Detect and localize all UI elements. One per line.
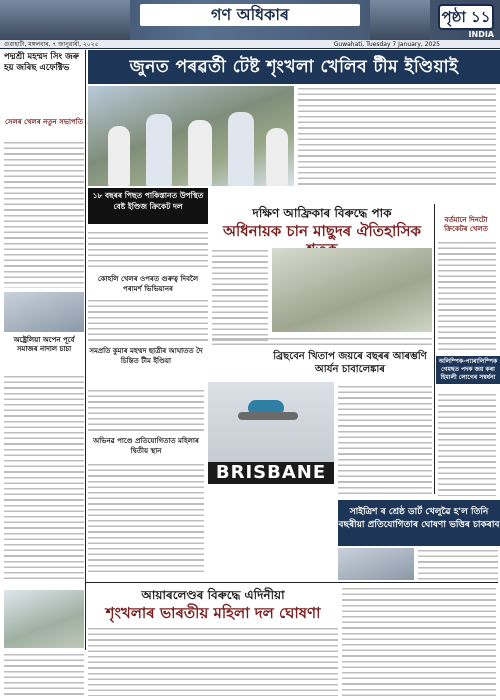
player-figure — [146, 114, 172, 186]
left-article-text-2 — [4, 374, 84, 580]
darts-article-text — [418, 548, 498, 580]
brisbane-photo — [208, 382, 334, 462]
pak-photo — [272, 248, 432, 332]
masthead — [0, 0, 500, 40]
brisbane-banner: BRISBANE — [208, 462, 334, 484]
pak-headline-line1: দক্ষিণ আফ্ৰিকাৰ বিৰুদ্ধে পাক — [252, 206, 392, 220]
left-photo — [4, 292, 84, 332]
bottom-headline-line1: আয়াৰলেণ্ডৰ বিৰুদ্ধে এদিনীয়া — [141, 588, 285, 602]
mid-article-text-2 — [88, 462, 204, 574]
darts-headline: সাইত্ৰিশ ৰ শ্ৰেষ্ঠ ডাৰ্ট খেলুৱৈ হ'ল তিনি বছৰীয়া প্ৰতিযোগিতাৰ ঘোষণা ভত্তিৰ চাকৰাব — [338, 500, 500, 546]
right-box-headline: অলিম্পিক-প্যাৰালিম্পিক গেমছত পদক জয় কৰা হিমালী লোগেৰ সম্বৰ্ধনা — [436, 356, 500, 384]
main-article-text — [298, 86, 496, 186]
bottom-left-article-text — [4, 652, 84, 696]
masthead-photo-right — [370, 0, 430, 40]
right-small-headline: বৰ্তমানে দিনটো ক্ৰিকেটৰ খেলত — [444, 216, 488, 233]
black-box-headline: ১৮ বছৰৰ পিছত পাকিস্তানত উপস্থিত বেষ্ট ইণ্ডিজ ক্ৰিকেট দল — [88, 188, 208, 224]
brisbane-headline: ব্ৰিছবেন খিতাপ জয়ৰে বছৰৰ আৰম্ভণি আৰ্যন চাবালেঙ্কাৰ — [273, 351, 427, 375]
dateline — [0, 40, 500, 49]
player-figure — [238, 412, 298, 420]
player-figure — [108, 126, 130, 186]
dateline-right: Guwahati, Tuesday 7 January, 2025 — [333, 41, 440, 48]
player-figure — [188, 120, 212, 186]
masthead-title: গণ অধিকাৰ — [140, 4, 360, 26]
column-rule — [85, 50, 86, 650]
player-figure — [266, 128, 288, 186]
brisbane-article-text — [338, 384, 432, 494]
masthead-india-label: INDIA — [468, 30, 494, 39]
mid-article-text-1 — [88, 388, 204, 432]
page-number-badge: পৃষ্ঠা ১১ — [438, 4, 494, 30]
bottom-article-text — [88, 626, 338, 696]
mid-subheadline-1: সমপ্ৰতি কুমাৰ মহম্মদ ছাত্ৰীৰ আঘাতত দৈ চিন্তিত টীম ইণ্ডিয়া — [89, 347, 203, 365]
kohli-subheadline: কোহলি খেলৰ ওপৰত গুৰুত্ব দিবলৈ পৰামৰ্শ ভিভিয়ানৰ — [97, 275, 199, 293]
player-figure — [228, 112, 254, 186]
bottom-right-article-text — [342, 586, 496, 696]
kohli-article-text — [88, 298, 208, 342]
left-subheadline: সেলৰ খেলৰ নতুন সভাপতি — [4, 118, 83, 126]
section-rule — [86, 582, 498, 583]
bottom-photo — [4, 590, 84, 648]
main-photo — [88, 86, 294, 186]
left-article-text — [4, 140, 84, 288]
bottom-headline — [88, 586, 338, 622]
pak-article-text — [212, 248, 268, 344]
column-rule — [434, 204, 435, 494]
right-box-article-text — [438, 392, 496, 496]
dateline-left: গুৱাহাটী, মঙ্গলবাৰ, ৭ জানুৱাৰী, ২০২৫ — [4, 41, 99, 48]
pak-article-text-2 — [212, 336, 432, 346]
bottom-headline-line2: শৃংখলাৰ ভাৰতীয় মহিলা দল ঘোষণা — [105, 604, 321, 622]
right-small-article-text — [438, 240, 496, 352]
masthead-photo-left — [0, 0, 130, 40]
main-headline: জুনত পৰৱৰ্তী টেষ্ট শৃংখলা খেলিব টীম ইণ্ডিয়াই — [88, 50, 500, 84]
darts-photo — [338, 548, 414, 580]
black-box-article-text — [88, 230, 208, 270]
pak-headline-line2: অধিনায়ক চান মাছুদৰ ঐতিহাসিক — [222, 222, 421, 240]
left-headline-2: অষ্ট্ৰেলিয়া অপেন পূৰ্বে সমাজৰ নাদাল চাচা — [13, 336, 75, 353]
left-headline: পদ্মশ্ৰী মহম্মদ সিং জৰু হয় জৰিছ এফেক্টিভ — [4, 52, 80, 73]
mid-subheadline-2: অভিনৱ পাণ্ডে প্ৰতিযোগিতাত মহিলাৰ দ্বিতীয় স্থান — [93, 437, 199, 455]
